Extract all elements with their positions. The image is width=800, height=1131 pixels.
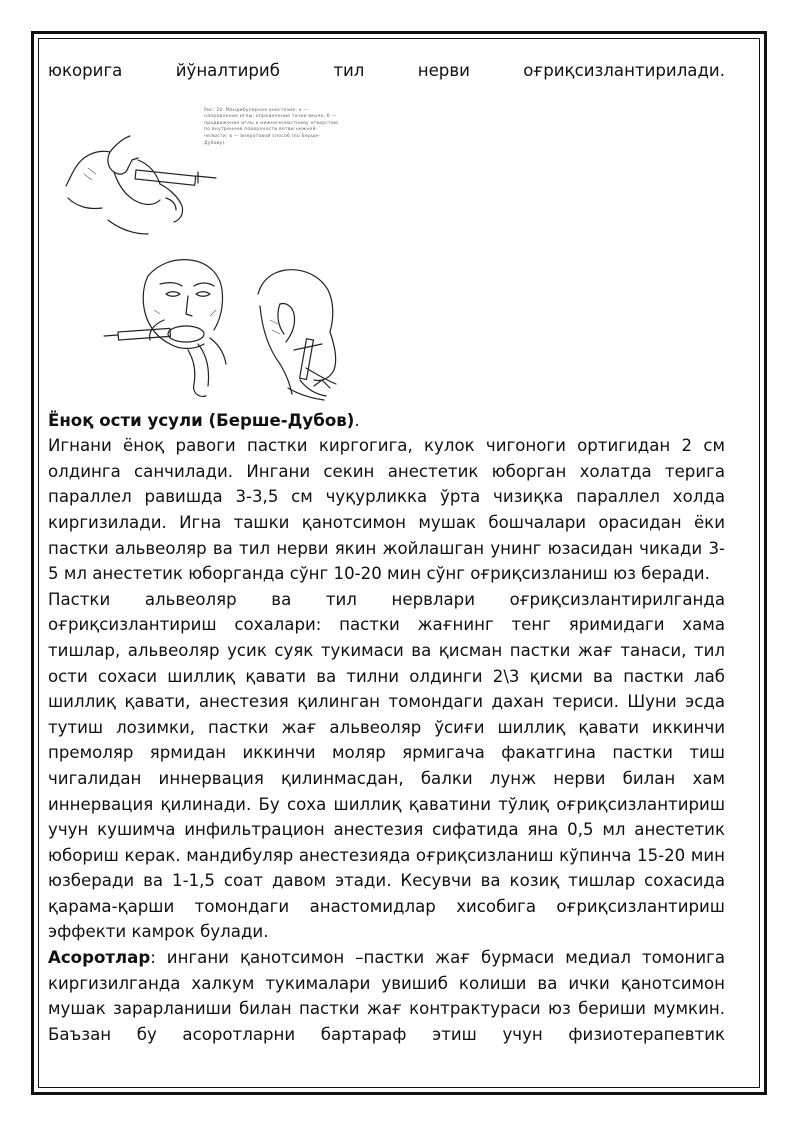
section-heading-period: . bbox=[354, 410, 360, 430]
section-heading-line bbox=[48, 408, 725, 434]
complications-text: : ингани қанотсимон –пастки жағ бурмаси медиал томонига киргизилганда халкум тукималари увишиб колиши ва ички қанотсимон мушак зарарланиши билан пастки жағ контрактураси юз бериши мумкин. Баъзан бу асоротларни бартараф этиш учун физиотерапевтик bbox=[48, 948, 725, 1044]
paragraph-2: Пастки альвеоляр ва тил нервлари оғриқсизлантирилганда оғриқсизлантириш сохалари: пастки жағнинг тенг яримидаги хама тишлар, альвеоляр усик суяк тукимаси ва қисман пастки жағ танаси, тил ости сохаси шиллиқ қавати ва тилни олдинги 2\3 қисми ва пастки лаб шиллиқ қавати, анестезия қилинган томондаги дахан териси. Шуни эсда тутиш лозимки, пастки жағ альвеоляр ўсиғи шиллиқ қавати иккинчи премоляр ярмидан иккинчи моляр ярмигача факатгина пастки тиш чигалидан иннервация қилинмасдан, балки лунж нерви билан хам иннервация қилинади. Бу соха шиллиқ қаватини тўлиқ оғриқсизлантириш учун кушимча инфильтрацион анестезия сифатида яна 0,5 мл анестетик юбориш керак. мандибуляр анестезияда оғриқсизланиш кўпинча 15-20 мин юзберади ва 1-1,5 соат давом этади. Кесувчи ва козиқ тишлар сохасида қарама-қарши томондаги анастомидлар хисобига оғриқсизлантириш эффекти камрок булади. bbox=[48, 589, 725, 942]
section-heading: Ёноқ ости усули (Берше-Дубов) bbox=[48, 410, 355, 430]
anesthesia-illustration bbox=[48, 88, 725, 402]
paragraph-3 bbox=[48, 945, 725, 1047]
page-content bbox=[48, 58, 725, 1047]
intro-line: юкорига йўналтириб тил нерви оғриқсизлантирилади. bbox=[48, 61, 725, 80]
figure-caption: Рис. 20. Мандибулярная анестезия: а — направление иглы, определение точки вкола, б — продвижение иглы к нижнечелюстному отверстию по внутренней поверхности ветви нижней челюсти; в — внеротовой способ (по Берше-Дубову). bbox=[204, 107, 339, 146]
complications-label: Асоротлар bbox=[48, 948, 151, 968]
paragraph-1: Игнани ёноқ равоги пастки киргогига, кулок чигоноги ортигидан 2 см олдинга санчилади. Ингани секин анестетик юборган холатда терига параллел равишда 3-3,5 см чуқурликка ўрта чизиқка параллел холда киргизилади. Игна ташки қанотсимон мушак бошчалари орасидан ёки пастки альвеоляр ва тил нерви якин жойлашган унинг юзасидан чикади 3-5 мл анестетик юборганда сўнг 10-20 мин сўнг оғриқсизланиш юз беради. bbox=[48, 436, 725, 584]
